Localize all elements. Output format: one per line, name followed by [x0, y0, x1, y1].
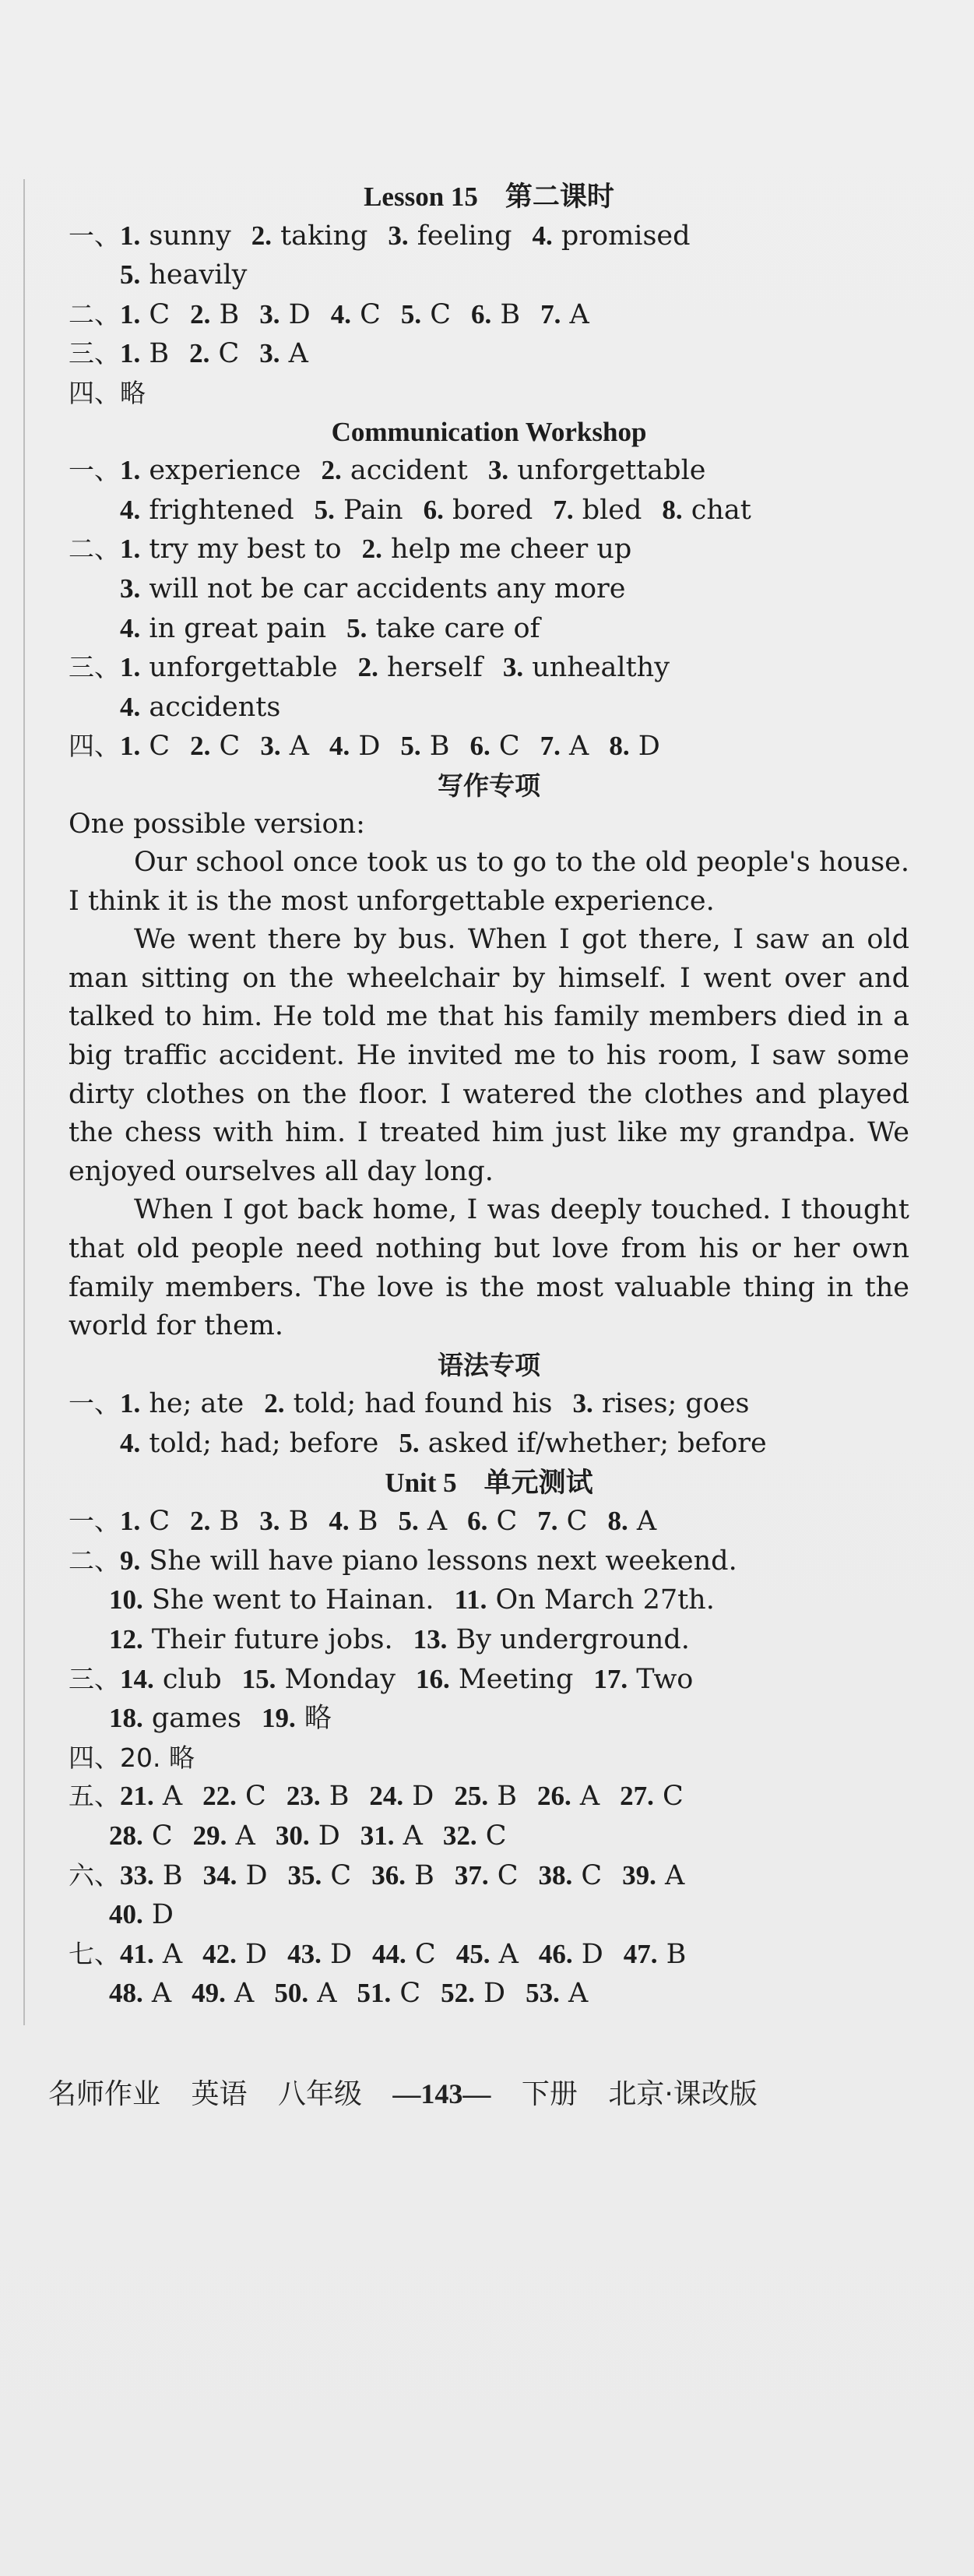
- answer-list: [120, 338, 329, 369]
- answer-item: 21. A: [120, 1781, 183, 1813]
- answer-item: 50. A: [274, 1978, 337, 2010]
- workshop-s4: 四、1. C 2. C 3. A 4. D 5. B 6. C 7. A 8. D: [69, 727, 909, 766]
- answer-item: 4. promised: [532, 220, 691, 252]
- answer-item: 10. She went to Hainan.: [109, 1584, 434, 1616]
- answer-list: [120, 259, 267, 291]
- footer-grade: 八年级: [277, 2078, 362, 2110]
- answer-item: 5. A: [398, 1506, 448, 1538]
- lesson15-s4: 四、略: [69, 377, 146, 408]
- answer-item: 5. C: [400, 298, 452, 330]
- writing-paragraph-3: When I got back home, I was deeply touched. I thought that old people need nothing but love from his or her own family members. The love is the most valuable thing in the world for them.: [69, 1194, 909, 1342]
- answer-item: 2. herself: [357, 652, 483, 684]
- answer-item: 35. C: [287, 1859, 352, 1891]
- answer-item: 4. C: [330, 298, 381, 330]
- answer-item: 1. experience: [120, 455, 301, 487]
- answer-item: 3. will not be car accidents any more: [120, 573, 626, 604]
- answer-item: 2. B: [190, 1506, 240, 1538]
- answer-item: 3. unhealthy: [502, 652, 670, 684]
- grammar-s1: 一、1. he; ate 2. told; had found his 3. rises; goes: [69, 1384, 909, 1424]
- answer-list: [120, 1860, 705, 1891]
- answer-list: [120, 495, 772, 526]
- answer-item: 36. B: [371, 1859, 434, 1891]
- answer-item: 40. D: [109, 1899, 174, 1931]
- answer-list: [120, 613, 561, 644]
- answer-list: [109, 1584, 735, 1616]
- answer-item: 43. D: [287, 1938, 353, 1970]
- answer-list: [120, 1506, 677, 1537]
- answer-item: 44. C: [372, 1938, 436, 1970]
- workshop-s1: 一、1. experience 2. accident 3. unforgettable: [69, 451, 909, 491]
- left-margin-rule: [23, 179, 25, 2025]
- unit5-s2-cont2: [69, 1620, 909, 1660]
- answer-item: 12. Their future jobs.: [109, 1623, 393, 1655]
- workshop-s1-cont: [69, 491, 909, 530]
- answer-item: 4. B: [329, 1506, 378, 1538]
- answer-item: 5. Pain: [314, 494, 403, 526]
- answer-item: 2. told; had found his: [264, 1388, 553, 1420]
- answer-content: [69, 178, 909, 2014]
- answer-item: 46. D: [538, 1938, 603, 1970]
- answer-item: 39. A: [622, 1859, 685, 1891]
- unit5-s5-cont: [69, 1817, 909, 1856]
- workshop-s2: 二、1. try my best to 2. help me cheer up: [69, 530, 909, 569]
- answer-item: 2. help me cheer up: [361, 534, 632, 566]
- answer-item: 7. A: [540, 731, 589, 763]
- answer-item: 37. C: [454, 1859, 519, 1891]
- workshop-s3: 三、1. unforgettable 2. herself 3. unhealthy: [69, 648, 909, 688]
- answer-item: 30. D: [275, 1820, 340, 1852]
- answer-item: 8. A: [607, 1506, 657, 1538]
- answer-item: 15. Monday: [241, 1663, 396, 1695]
- answer-item: 26. A: [536, 1781, 600, 1813]
- page-footer: [48, 2072, 936, 2112]
- answer-item: 6. bored: [423, 494, 533, 526]
- answer-item: 49. A: [192, 1978, 255, 2010]
- answer-item: 13. By underground.: [413, 1623, 690, 1655]
- answer-item: 34. D: [202, 1859, 268, 1891]
- answer-item: 3. unforgettable: [487, 455, 706, 487]
- answer-list: [120, 692, 301, 723]
- answer-list: [120, 1939, 706, 1970]
- workshop-s3-cont: [69, 688, 909, 728]
- answer-item: 4. told; had; before: [120, 1428, 379, 1459]
- answer-item: 5. asked if/whether; before: [399, 1428, 767, 1459]
- answer-item: 17. Two: [593, 1663, 694, 1695]
- answer-item: 3. rises; goes: [572, 1388, 750, 1420]
- answer-item: 52. D: [441, 1978, 506, 2010]
- unit5-s6: 六、33. B 34. D 35. C 36. B 37. C 38. C 39. A: [69, 1856, 909, 1896]
- writing-title: 写作专项: [438, 770, 540, 801]
- unit5-s4: 四、20. 略: [69, 1742, 195, 1773]
- answer-item: 14. club: [120, 1663, 222, 1695]
- unit5-s3-cont: [69, 1699, 909, 1739]
- answer-list: [120, 1781, 704, 1812]
- answer-item: 19. 略: [262, 1703, 332, 1735]
- answer-item: 22. C: [202, 1781, 266, 1813]
- grammar-title: 语法专项: [438, 1349, 540, 1380]
- answer-item: 2. taking: [251, 220, 368, 252]
- unit5-title: Unit 5 单元测试: [385, 1467, 593, 1498]
- answer-item: 32. C: [442, 1820, 507, 1852]
- answer-item: 5. take care of: [346, 612, 540, 644]
- answer-item: 2. C: [190, 731, 241, 763]
- answer-item: 1. sunny: [120, 220, 231, 252]
- lesson15-title: Lesson 15 第二课时: [364, 181, 614, 212]
- grammar-s1-cont: [69, 1424, 909, 1464]
- answer-item: 1. B: [120, 338, 170, 370]
- answer-item: 38. C: [538, 1859, 603, 1891]
- answer-item: 8. D: [609, 731, 660, 763]
- answer-item: 3. feeling: [388, 220, 512, 252]
- answer-item: 2. C: [189, 338, 240, 370]
- unit5-s5: 五、21. A 22. C 23. B 24. D 25. B 26. A 27. C: [69, 1777, 909, 1817]
- page-number: —143—: [392, 2078, 491, 2109]
- footer-edition: 北京·课改版: [608, 2078, 758, 2110]
- lesson15-s2: 二、1. C 2. B 3. D 4. C 5. C 6. B 7. A: [69, 295, 909, 335]
- answer-item: 4. accidents: [120, 691, 281, 723]
- answer-item: 48. A: [109, 1978, 172, 2010]
- answer-item: 16. Meeting: [416, 1663, 574, 1695]
- answer-list: [120, 1428, 787, 1459]
- answer-item: 53. A: [526, 1978, 589, 2010]
- answer-item: 29. A: [192, 1820, 255, 1852]
- answer-item: 3. A: [259, 338, 308, 370]
- answer-list: [120, 1388, 770, 1419]
- answer-list: [120, 1545, 758, 1577]
- answer-item: 4. D: [329, 731, 381, 763]
- answer-item: 25. B: [454, 1781, 517, 1813]
- lesson15-s1: 一、1. sunny 2. taking 3. feeling 4. promised: [69, 217, 909, 256]
- answer-item: 2. accident: [321, 455, 468, 487]
- answer-list: [109, 1703, 352, 1734]
- answer-item: 6. C: [467, 1506, 518, 1538]
- answer-item: 45. A: [455, 1938, 519, 1970]
- answer-item: 5. B: [400, 731, 450, 763]
- answer-list: [109, 1820, 527, 1852]
- answer-list: [120, 652, 690, 683]
- answer-item: 4. frightened: [120, 494, 294, 526]
- workshop-s2-cont2: [69, 609, 909, 649]
- writing-paragraph-2: We went there by bus. When I got there, I saw an old man sitting on the wheelchair by himself. I went over and talked to him. He told me that his family members died in a big traffic accident. He invited me to his room, I saw some dirty clothes on the floor. I watered the clothes and played the chess with him. I treated him just like my grandpa. We enjoyed ourselves all day long.: [69, 924, 909, 1187]
- answer-item: 11. On March 27th.: [454, 1584, 715, 1616]
- answer-item: 27. C: [620, 1781, 684, 1813]
- workshop-s2-cont1: [69, 569, 909, 609]
- unit5-s3: 三、14. club 15. Monday 16. Meeting 17. Two: [69, 1660, 909, 1700]
- answer-item: 1. try my best to: [120, 534, 342, 566]
- answer-item: 7. bled: [553, 494, 642, 526]
- answer-list: [109, 1624, 710, 1655]
- answer-item: 33. B: [120, 1859, 183, 1891]
- answer-item: 7. A: [540, 298, 589, 330]
- answer-item: 9. She will have piano lessons next weekend.: [120, 1545, 737, 1577]
- writing-intro: One possible version:: [69, 808, 365, 840]
- answer-list: [109, 1899, 194, 1930]
- answer-list: [120, 1664, 713, 1695]
- answer-item: 23. B: [286, 1781, 350, 1813]
- answer-item: 1. C: [120, 298, 171, 330]
- footer-subject: 英语: [191, 2078, 248, 2110]
- unit5-s7-cont: [69, 1974, 909, 2014]
- answer-list: [120, 299, 610, 330]
- unit5-s2-cont1: [69, 1580, 909, 1620]
- answer-list: [109, 1978, 608, 2009]
- answer-item: 2. B: [190, 298, 240, 330]
- unit5-s2: 二、9. She will have piano lessons next weekend.: [69, 1542, 909, 1581]
- answer-item: 24. D: [369, 1781, 434, 1813]
- answer-list: [120, 573, 646, 604]
- lesson15-s3: 三、1. B 2. C 3. A: [69, 334, 909, 374]
- answer-item: 51. C: [357, 1978, 421, 2010]
- answer-item: 18. games: [109, 1703, 242, 1735]
- answer-item: 1. unforgettable: [120, 652, 338, 684]
- answer-item: 7. C: [537, 1506, 588, 1538]
- answer-item: 1. C: [120, 731, 171, 763]
- footer-book: 名师作业: [48, 2078, 161, 2110]
- answer-list: [120, 534, 652, 565]
- answer-item: 28. C: [109, 1820, 173, 1852]
- answer-item: 42. D: [202, 1938, 268, 1970]
- answer-list: [120, 220, 711, 252]
- answer-item: 3. D: [259, 298, 311, 330]
- answer-list: [120, 731, 680, 762]
- answer-item: 6. B: [471, 298, 521, 330]
- answer-item: 3. B: [259, 1506, 309, 1538]
- unit5-s7: 七、41. A 42. D 43. D 44. C 45. A 46. D 47. B: [69, 1935, 909, 1975]
- answer-list: [120, 455, 726, 486]
- answer-item: 1. C: [120, 1506, 171, 1538]
- answer-item: 41. A: [120, 1938, 183, 1970]
- answer-item: 47. B: [623, 1938, 687, 1970]
- footer-volume: 下册: [521, 2078, 578, 2110]
- writing-paragraph-1: Our school once took us to go to the old people's house. I think it is the most unforgettable experience.: [69, 847, 909, 917]
- answer-item: 31. A: [360, 1820, 423, 1852]
- answer-item: 8. chat: [662, 494, 751, 526]
- unit5-s6-cont: [69, 1895, 909, 1935]
- answer-item: 5. heavily: [120, 259, 248, 291]
- lesson15-s1-cont: [69, 255, 909, 295]
- answer-item: 6. C: [469, 731, 520, 763]
- answer-item: 4. in great pain: [120, 612, 327, 644]
- answer-item: 1. he; ate: [120, 1388, 244, 1420]
- unit5-s1: 一、1. C 2. B 3. B 4. B 5. A 6. C 7. C 8. A: [69, 1502, 909, 1542]
- workshop-title: Communication Workshop: [331, 416, 647, 447]
- answer-item: 3. A: [260, 731, 309, 763]
